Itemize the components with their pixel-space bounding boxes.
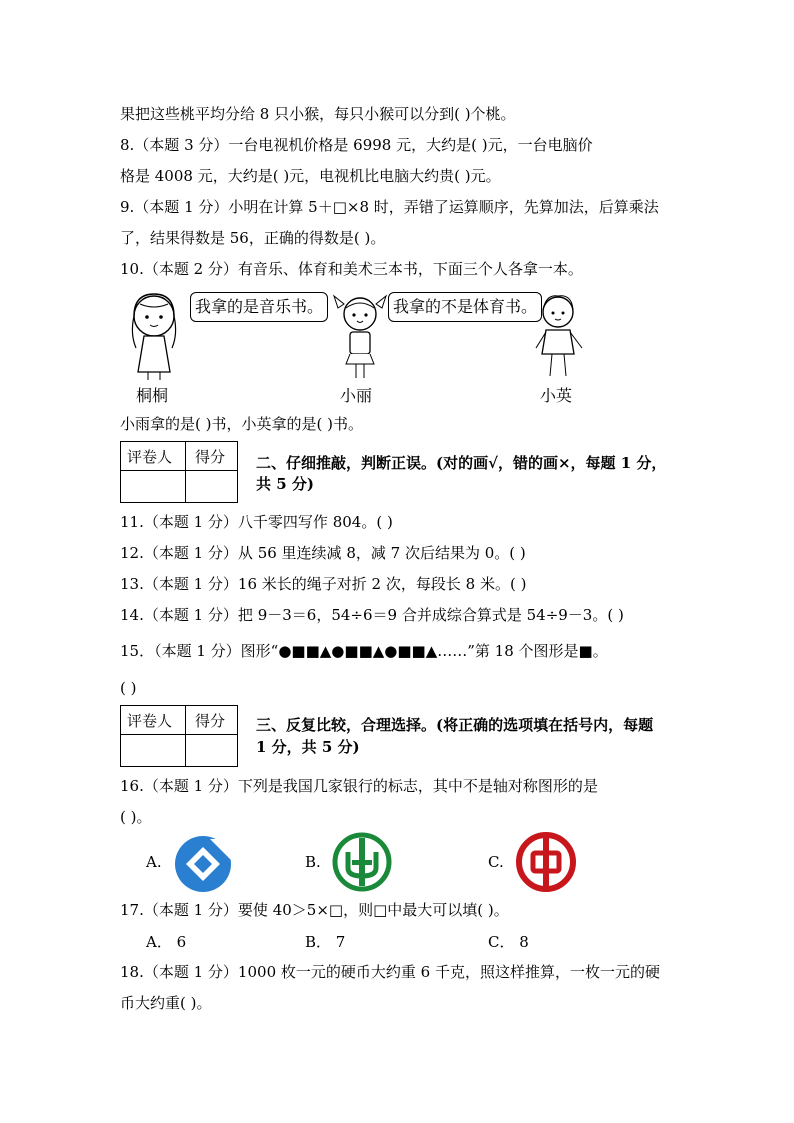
section3-title-line2: 1 分，共 5 分) — [256, 738, 360, 756]
abc-logo-icon — [332, 832, 392, 892]
q17-option-c: C． 8 — [488, 933, 529, 951]
q10-answer: 小雨拿的是( )书，小英拿的是( )书。 — [120, 415, 363, 433]
option-c-label: C. — [488, 853, 504, 871]
section3-title-line1: 三、反复比较，合理选择。(将正确的选项填在括号内，每题 — [256, 716, 654, 734]
q7-tail: 果把这些桃平均分给 8 只小猴，每只小猴可以分到( )个桃。 — [120, 105, 516, 123]
q12: 12.（本题 1 分）从 56 里连续减 8，减 7 次后结果为 0。( ) — [120, 544, 526, 562]
name-xiaoli: 小丽 — [340, 386, 373, 405]
reviewer-label: 评卷人 — [127, 712, 173, 730]
speech-bubble-1: 我拿的是音乐书。 — [190, 292, 328, 322]
q17: 17.（本题 1 分）要使 40＞5×□，则□中最大可以填( )。 — [120, 901, 509, 919]
ccb-logo-icon — [174, 835, 232, 893]
reviewer-label: 评卷人 — [127, 448, 173, 466]
section2-title-line1: 二、仔细推敲，判断正误。(对的画√，错的画×，每题 1 分， — [256, 454, 667, 472]
q17-option-b: B． 7 — [305, 933, 346, 951]
option-a-label: A. — [146, 853, 162, 871]
q16-line1: 16.（本题 1 分）下列是我国几家银行的标志，其中不是轴对称图形的是 — [120, 777, 598, 795]
speech-bubble-2: 我拿的不是体育书。 — [388, 292, 542, 322]
q8-line2: 格是 4008 元，大约是( )元，电视机比电脑大约贵( )元。 — [120, 167, 501, 185]
name-xiaoying: 小英 — [540, 386, 573, 405]
girl-xiaoli-illustration — [330, 290, 390, 382]
girl-xiaoying-illustration — [528, 290, 588, 382]
q15-line1: 15．（本题 1 分）图形“●■■▲●■■▲●■■▲……”第 18 个图形是■。 — [120, 642, 608, 660]
score-label: 得分 — [195, 712, 226, 730]
q8-line1: 8.（本题 3 分）一台电视机价格是 6998 元，大约是( )元，一台电脑价 — [120, 136, 593, 154]
q10-text: 10.（本题 2 分）有音乐、体育和美术三本书，下面三个人各拿一本。 — [120, 260, 583, 278]
q9-line1: 9.（本题 1 分）小明在计算 5＋□×8 时，弄错了运算顺序，先算加法，后算乘法 — [120, 198, 659, 216]
option-b-label: B. — [305, 853, 321, 871]
scorebox-section2 — [120, 441, 238, 503]
q15-line2: ( ) — [120, 679, 137, 697]
q17-option-a: A． 6 — [146, 933, 187, 951]
name-tongtong: 桐桐 — [136, 386, 169, 405]
boc-logo-icon — [516, 832, 576, 892]
q9-line2: 了，结果得数是 56，正确的得数是( )。 — [120, 229, 386, 247]
score-label: 得分 — [195, 448, 226, 466]
section2-title-line2: 共 5 分) — [256, 475, 314, 493]
q18-line2: 币大约重( )。 — [120, 994, 212, 1012]
q18-line1: 18.（本题 1 分）1000 枚一元的硬币大约重 6 千克，照这样推算，一枚一元的硬 — [120, 963, 660, 981]
q14: 14.（本题 1 分）把 9－3＝6，54÷6＝9 合并成综合算式是 54÷9－3。( ) — [120, 606, 624, 624]
q13: 13.（本题 1 分）16 米长的绳子对折 2 次，每段长 8 米。( ) — [120, 575, 527, 593]
q16-line2: ( )。 — [120, 808, 152, 826]
scorebox-section3 — [120, 705, 238, 767]
girl-tongtong-illustration — [120, 290, 190, 382]
q11: 11.（本题 1 分）八千零四写作 804。( ) — [120, 513, 393, 531]
